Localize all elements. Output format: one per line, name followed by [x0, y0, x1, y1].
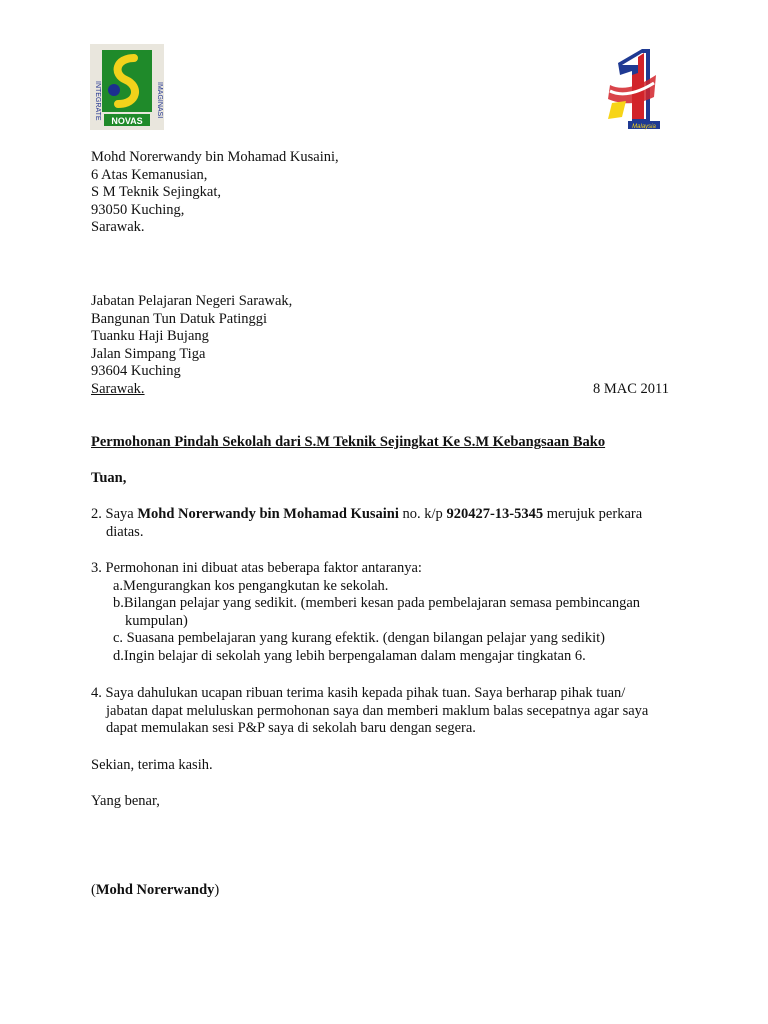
applicant-name: Mohd Norerwandy bin Mohamad Kusaini: [137, 506, 399, 522]
letter-date: 8 MAC 2011: [593, 381, 669, 397]
list-item: b.Bilangan pelajar yang sedikit. (memberi kesan pada pembelajaran semasa pembincangan: [113, 595, 641, 611]
novas-logo: [90, 44, 164, 130]
list-item-continuation: kumpulan): [125, 612, 188, 629]
recipient-line: Bangunan Tun Datuk Patinggi: [91, 310, 268, 327]
list-item: a.Mengurangkan kos pengangkutan ke sekolah.: [113, 577, 389, 594]
logo-side-text-right: IMAGINASI: [156, 82, 163, 119]
para2-suffix: merujuk perkara: [543, 506, 643, 522]
logo-caption: Malaysia: [632, 124, 656, 130]
para4-line: jabatan dapat meluluskan permohonan saya dan memberi maklum balas secepatnya agar saya: [106, 702, 649, 719]
para3-intro: 3. Permohonan ini dibuat atas beberapa faktor antaranya:: [91, 560, 422, 576]
recipient-line: Tuanku Haji Bujang: [91, 328, 209, 344]
sender-line: S M Teknik Sejingkat,: [91, 184, 222, 200]
sender-line: Mohd Norerwandy bin Mohamad Kusaini,: [91, 149, 339, 165]
para4-line: 4. Saya dahulukan ucapan ribuan terima kasih kepada pihak tuan. Saya berharap pihak tuan/: [91, 685, 626, 701]
recipient-line-state: Sarawak.: [91, 380, 145, 397]
logo-side-text-left: INTEGRATE: [94, 81, 101, 121]
paragraph-2: [91, 506, 642, 541]
closing-text: Sekian, terima kasih.: [91, 757, 213, 773]
salutation: Tuan,: [91, 470, 127, 486]
1malaysia-logo: [592, 45, 674, 133]
ic-number: 920427-13-5345: [446, 506, 544, 522]
sender-line: 6 Atas Kemanusian,: [91, 166, 208, 183]
signature-name: (Mohd Norerwandy): [91, 882, 220, 898]
recipient-address: [91, 293, 292, 398]
signoff-text: Yang benar,: [91, 793, 160, 809]
sender-line: 93050 Kuching,: [91, 201, 185, 218]
letter-subject: Permohonan Pindah Sekolah dari S.M Teknik Sejingkat Ke S.M Kebangsaan Bako: [91, 434, 606, 450]
para2-mid: no. k/p: [398, 506, 447, 522]
sender-address: [91, 149, 339, 237]
recipient-line: Jabatan Pelajaran Negeri Sarawak,: [91, 293, 293, 309]
list-item: c. Suasana pembelajaran yang kurang efektik. (dengan bilangan pelajar yang sedikit): [113, 630, 606, 646]
logo-bottom-text: NOVAS: [111, 116, 143, 126]
para4-line: dapat memulakan sesi P&P saya di sekolah baru dengan segera.: [106, 720, 476, 736]
paragraph-4: [91, 685, 648, 738]
sender-line: Sarawak.: [91, 219, 145, 235]
recipient-line: 93604 Kuching: [91, 363, 181, 379]
para2-line2: diatas.: [106, 523, 144, 540]
para2-prefix: 2. Saya: [91, 506, 138, 522]
list-item: d.Ingin belajar di sekolah yang lebih berpengalaman dalam mengajar tingkatan 6.: [113, 647, 586, 664]
paragraph-3: [91, 560, 640, 665]
recipient-line: Jalan Simpang Tiga: [91, 345, 206, 362]
